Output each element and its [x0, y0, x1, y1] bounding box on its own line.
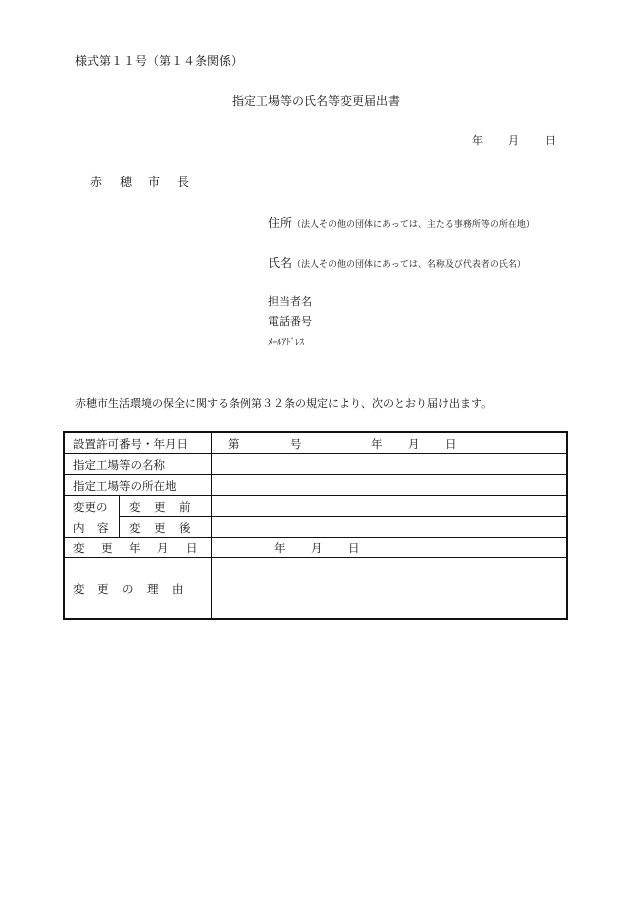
reason-field[interactable]	[212, 558, 566, 618]
address-label: 住所	[268, 216, 293, 230]
permit-go: 号	[290, 437, 302, 451]
change-date-char-4: 月	[157, 541, 169, 555]
before-change-field[interactable]	[212, 496, 566, 515]
statement: 赤穂市生活環境の保全に関する条例第３２条の規定により、次のとおり届け出ます。	[75, 397, 493, 410]
form-number: 様式第１１号（第１４条関係）	[75, 54, 244, 68]
change-date-char-3: 年	[129, 541, 141, 555]
document-title: 指定工場等の氏名等変更届出書	[232, 94, 401, 108]
change-date-day: 日	[348, 541, 360, 555]
applicant-address	[268, 212, 535, 231]
after-char-3: 後	[179, 521, 191, 535]
factory-name-field[interactable]	[212, 454, 566, 473]
reason-char-1: 変	[73, 582, 85, 596]
reason-char-2: 更	[97, 582, 109, 596]
change-content-label-2a: 内	[73, 521, 85, 535]
person-in-charge-label: 担当者名	[268, 295, 312, 308]
reason-char-4: 理	[147, 582, 159, 596]
email-label: ﾒｰﾙｱﾄﾞﾚｽ	[268, 338, 305, 348]
name-note: （法人その他の団体にあっては、名称及び代表者の氏名）	[292, 260, 526, 270]
name-label: 氏名	[268, 256, 293, 270]
factory-location-field[interactable]	[212, 475, 566, 494]
recipient-char-2: 穂	[120, 175, 133, 189]
factory-location-label: 指定工場等の所在地	[73, 479, 177, 493]
recipient-char-1: 赤	[90, 175, 103, 189]
date-year-label: 年	[472, 134, 483, 147]
reason-char-3: の	[122, 582, 134, 596]
before-char-2: 更	[154, 500, 166, 514]
permit-month: 月	[408, 437, 420, 451]
change-content-label-2b: 容	[97, 521, 109, 535]
table-rule	[65, 537, 566, 538]
change-date-char-5: 日	[186, 541, 198, 555]
change-date-year: 年	[274, 541, 286, 555]
before-char-1: 変	[129, 500, 141, 514]
after-char-2: 更	[154, 521, 166, 535]
permit-year: 年	[371, 437, 383, 451]
after-char-1: 変	[129, 521, 141, 535]
change-date-char-2: 更	[101, 541, 113, 555]
applicant-name	[268, 252, 526, 271]
change-date-month: 月	[311, 541, 323, 555]
permit-day: 日	[445, 437, 457, 451]
table-column-rule	[119, 495, 120, 537]
after-change-field[interactable]	[212, 517, 566, 536]
date-month-label: 月	[508, 134, 519, 147]
change-content-label-line1: 変更の	[73, 500, 108, 514]
date-day-label: 日	[545, 134, 556, 147]
form-table	[63, 431, 568, 620]
address-note: （法人その他の団体にあっては、主たる事務所等の所在地）	[292, 220, 535, 230]
phone-label: 電話番号	[268, 315, 312, 328]
recipient-char-3: 市	[148, 175, 161, 189]
reason-char-5: 由	[172, 582, 184, 596]
before-char-3: 前	[179, 500, 191, 514]
recipient-char-4: 長	[177, 175, 190, 189]
factory-name-label: 指定工場等の名称	[73, 458, 165, 472]
permit-dai: 第	[228, 437, 240, 451]
change-date-char-1: 変	[73, 541, 85, 555]
permit-number-label: 設置許可番号・年月日	[73, 437, 188, 451]
